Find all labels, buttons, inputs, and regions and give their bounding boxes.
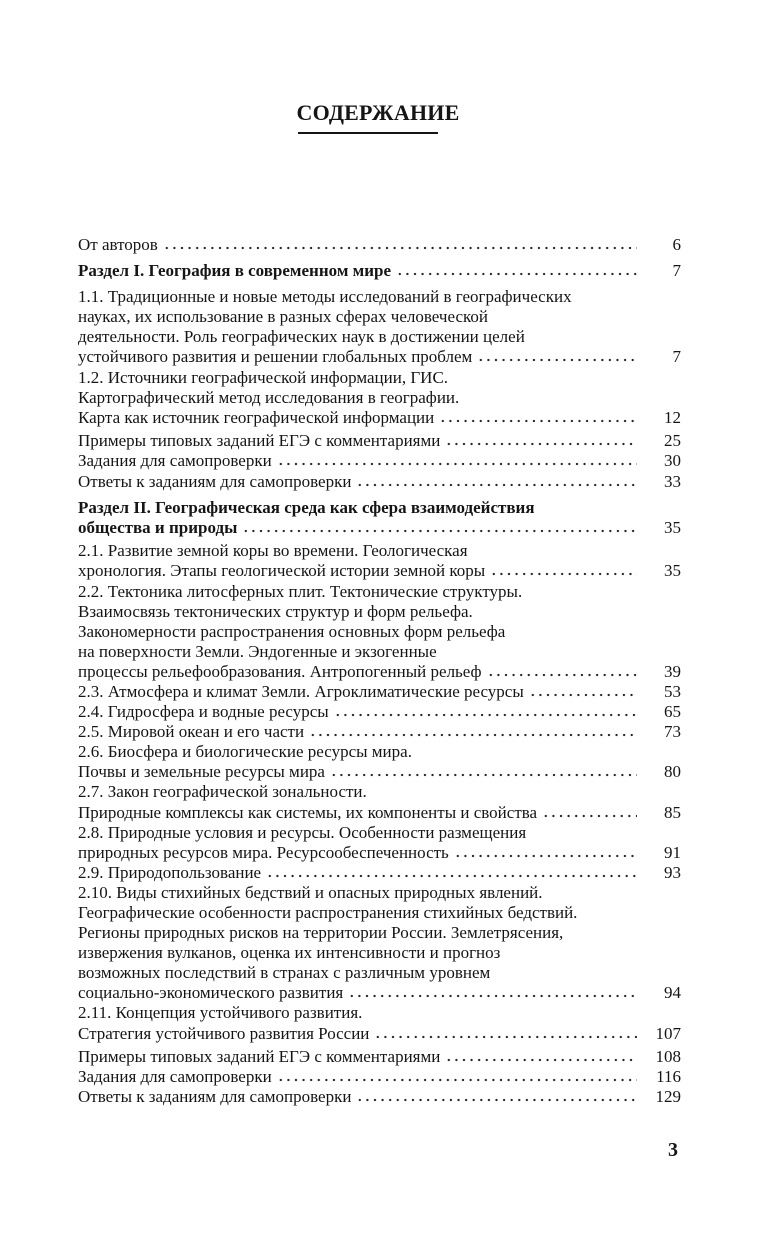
dot-leader: [242, 529, 637, 533]
toc-line: [78, 923, 681, 943]
toc-line: [78, 1003, 681, 1023]
toc-entry-text: общества и природы: [78, 517, 238, 537]
page-number: 12: [664, 407, 681, 427]
toc-entry-text: Примеры типовых заданий ЕГЭ с комментариями: [78, 1047, 441, 1067]
toc-line: [78, 261, 681, 281]
toc-entry-text: Задания для самопроверки: [78, 451, 272, 471]
toc-entry-text: 2.10. Виды стихийных бедствий и опасных природных явлений.: [78, 882, 543, 902]
toc-entry-text: 2.8. Природные условия и ресурсы. Особенности размещения: [78, 822, 527, 842]
toc-entry-text: деятельности. Роль географических наук в достижении целей: [78, 327, 525, 347]
toc-line: [78, 662, 681, 682]
page-number: 116: [656, 1067, 681, 1087]
page-number: 93: [664, 862, 681, 882]
toc-entry: [78, 742, 681, 782]
toc-entry-text: 2.11. Концепция устойчивого развития.: [78, 1003, 363, 1023]
page-number: 6: [672, 235, 681, 254]
toc-line: [78, 307, 681, 327]
toc-section-heading: [78, 261, 681, 281]
page-number: 33: [664, 471, 681, 491]
toc-entry-text: Картографический метод исследования в географии.: [78, 387, 460, 407]
toc-line: [78, 742, 681, 762]
toc-line: [78, 235, 681, 255]
toc-entry-text: Карта как источник географической информации: [78, 407, 435, 427]
toc-entry-text: хронология. Этапы геологической истории земной коры: [78, 561, 486, 581]
toc-line: [78, 803, 681, 823]
toc-line: [78, 368, 681, 388]
page-title: СОДЕРЖАНИЕ: [296, 100, 460, 125]
toc-entry-text: 2.4. Гидросфера и водные ресурсы: [78, 702, 329, 722]
dot-leader: [542, 814, 637, 818]
toc-line: [78, 843, 681, 863]
page-number: 7: [672, 347, 681, 367]
toc-line: [78, 287, 681, 307]
toc-line: [78, 1067, 681, 1087]
toc-line: [78, 518, 681, 538]
toc-line: [78, 347, 681, 367]
toc-line: [78, 451, 681, 471]
toc-entry-text: 2.2. Тектоника литосферных плит. Тектонические структуры.: [78, 581, 523, 601]
toc-line: [78, 722, 681, 742]
toc-entry-text: Раздел I. География в современном мире: [78, 261, 392, 281]
page-number: 73: [664, 722, 681, 742]
toc-exercises: [78, 1047, 681, 1107]
toc-entry-text: Примеры типовых заданий ЕГЭ с комментариями: [78, 431, 441, 451]
toc-entry-text: 2.5. Мировой океан и его части: [78, 722, 305, 742]
toc-entry-text: 1.1. Традиционные и новые методы исследований в географических: [78, 287, 572, 307]
dot-leader: [445, 442, 637, 446]
toc-line: [78, 498, 681, 518]
toc-entry-text: 2.9. Природопользование: [78, 862, 262, 882]
folio-page-number: 3: [668, 1139, 678, 1161]
toc-line: [78, 642, 681, 662]
dot-leader: [454, 854, 637, 858]
toc-entry: [78, 541, 681, 581]
toc-entry-text: Раздел II. Географическая среда как сфера взаимодействия: [78, 497, 535, 517]
page-number: 107: [655, 1023, 681, 1043]
toc-entry-preface: [78, 235, 681, 255]
toc-entry: [78, 722, 681, 742]
toc-line: [78, 1087, 681, 1107]
toc-entry: [78, 702, 681, 722]
dot-leader: [266, 874, 637, 878]
toc-line: [78, 1047, 681, 1067]
dot-leader: [163, 246, 637, 250]
toc-line: [78, 388, 681, 408]
toc-line: [78, 943, 681, 963]
toc-line: [78, 682, 681, 702]
toc-entry-text: Регионы природных рисков на территории России. Землетрясения,: [78, 923, 564, 943]
toc-entry-text: Почвы и земельные ресурсы мира: [78, 762, 325, 782]
toc-line: [78, 582, 681, 602]
toc-entry-text: социально-экономического развития: [78, 983, 344, 1003]
dot-leader: [334, 713, 637, 717]
dot-leader: [487, 673, 637, 677]
toc-section-heading: [78, 498, 681, 538]
page-number: 65: [664, 702, 681, 722]
toc-line: [78, 903, 681, 923]
dot-leader: [490, 572, 637, 576]
toc-entry-text: Взаимосвязь тектонических структур и форм рельефа.: [78, 601, 473, 621]
toc-entry-text: науках, их использование в разных сферах человеческой: [78, 307, 488, 327]
toc-entry-text: Ответы к заданиям для самопроверки: [78, 471, 352, 491]
table-of-contents: [78, 235, 681, 1107]
toc-entry-text: 2.6. Биосфера и биологические ресурсы мира.: [78, 742, 412, 762]
dot-leader: [396, 272, 637, 276]
toc-entry: [78, 368, 681, 428]
dot-leader: [277, 462, 637, 466]
toc-entry: [78, 682, 681, 702]
toc-line: [78, 823, 681, 843]
dot-leader: [445, 1058, 637, 1062]
toc-entry-text: устойчивого развития и решении глобальных проблем: [78, 347, 473, 367]
page-number: 7: [672, 261, 681, 281]
dot-leader: [348, 994, 637, 998]
toc-line: [78, 622, 681, 642]
page-number: 80: [664, 762, 681, 782]
toc-line: [78, 408, 681, 428]
toc-entry-text: извержения вулканов, оценка их интенсивности и прогноз: [78, 943, 501, 963]
toc-entry: [78, 287, 681, 367]
toc-entry-text: Задания для самопроверки: [78, 1067, 272, 1087]
toc-line: [78, 702, 681, 722]
page-number: 39: [664, 661, 681, 681]
toc-entry: [78, 883, 681, 1004]
page-number: 85: [664, 802, 681, 822]
toc-entry-text: Стратегия устойчивого развития России: [78, 1023, 370, 1043]
dot-leader: [309, 733, 637, 737]
toc-entry-text: на поверхности Земли. Эндогенные и экзогенные: [78, 641, 437, 661]
page-number: 35: [664, 561, 681, 581]
toc-line: [78, 602, 681, 622]
toc-entry: [78, 823, 681, 863]
toc-entry-text: От авторов: [78, 235, 158, 254]
toc-exercises: [78, 431, 681, 491]
toc-entry-text: процессы рельефообразования. Антропогенный рельеф: [78, 661, 482, 681]
dot-leader: [477, 358, 637, 362]
toc-line: [78, 327, 681, 347]
toc-entry-text: Природные комплексы как системы, их компоненты и свойства: [78, 802, 538, 822]
toc-entry: [78, 582, 681, 682]
toc-line: [78, 561, 681, 581]
toc-entry-text: Закономерности распространения основных форм рельефа: [78, 621, 506, 641]
dot-leader: [277, 1078, 637, 1082]
toc-line: [78, 1024, 681, 1044]
toc-entry-text: 2.1. Развитие земной коры во времени. Геологическая: [78, 541, 468, 561]
page-number: 35: [664, 517, 681, 537]
page-number: 25: [664, 431, 681, 451]
toc-line: [78, 983, 681, 1003]
page-number: 108: [655, 1047, 681, 1067]
page-number: 53: [664, 681, 681, 701]
toc-line: [78, 431, 681, 451]
toc-line: [78, 762, 681, 782]
title-rule: [298, 132, 438, 134]
dot-leader: [374, 1035, 637, 1039]
dot-leader: [439, 419, 637, 423]
toc-line: [78, 541, 681, 561]
toc-entry-text: 2.7. Закон географической зональности.: [78, 782, 367, 802]
page-number: 94: [664, 983, 681, 1003]
toc-line: [78, 883, 681, 903]
toc-line: [78, 963, 681, 983]
dot-leader: [330, 773, 637, 777]
page-number: 129: [655, 1087, 681, 1107]
page-number: 30: [664, 451, 681, 471]
toc-entry-text: 2.3. Атмосфера и климат Земли. Агроклиматические ресурсы: [78, 681, 524, 701]
toc-line: [78, 863, 681, 883]
toc-entry-text: Ответы к заданиям для самопроверки: [78, 1087, 352, 1107]
dot-leader: [356, 1098, 637, 1102]
toc-entry-text: природных ресурсов мира. Ресурсообеспеченность: [78, 842, 449, 862]
dot-leader: [529, 693, 637, 697]
toc-entry-text: Географические особенности распространения стихийных бедствий.: [78, 903, 578, 922]
page-number: 91: [664, 842, 681, 862]
toc-line: [78, 782, 681, 802]
toc-entry-text: 1.2. Источники географической информации, ГИС.: [78, 367, 449, 387]
toc-line: [78, 472, 681, 492]
toc-entry: [78, 863, 681, 883]
toc-entry: [78, 1003, 681, 1043]
dot-leader: [356, 483, 637, 487]
toc-entry: [78, 782, 681, 822]
toc-entry-text: возможных последствий в странах с различным уровнем: [78, 963, 491, 983]
